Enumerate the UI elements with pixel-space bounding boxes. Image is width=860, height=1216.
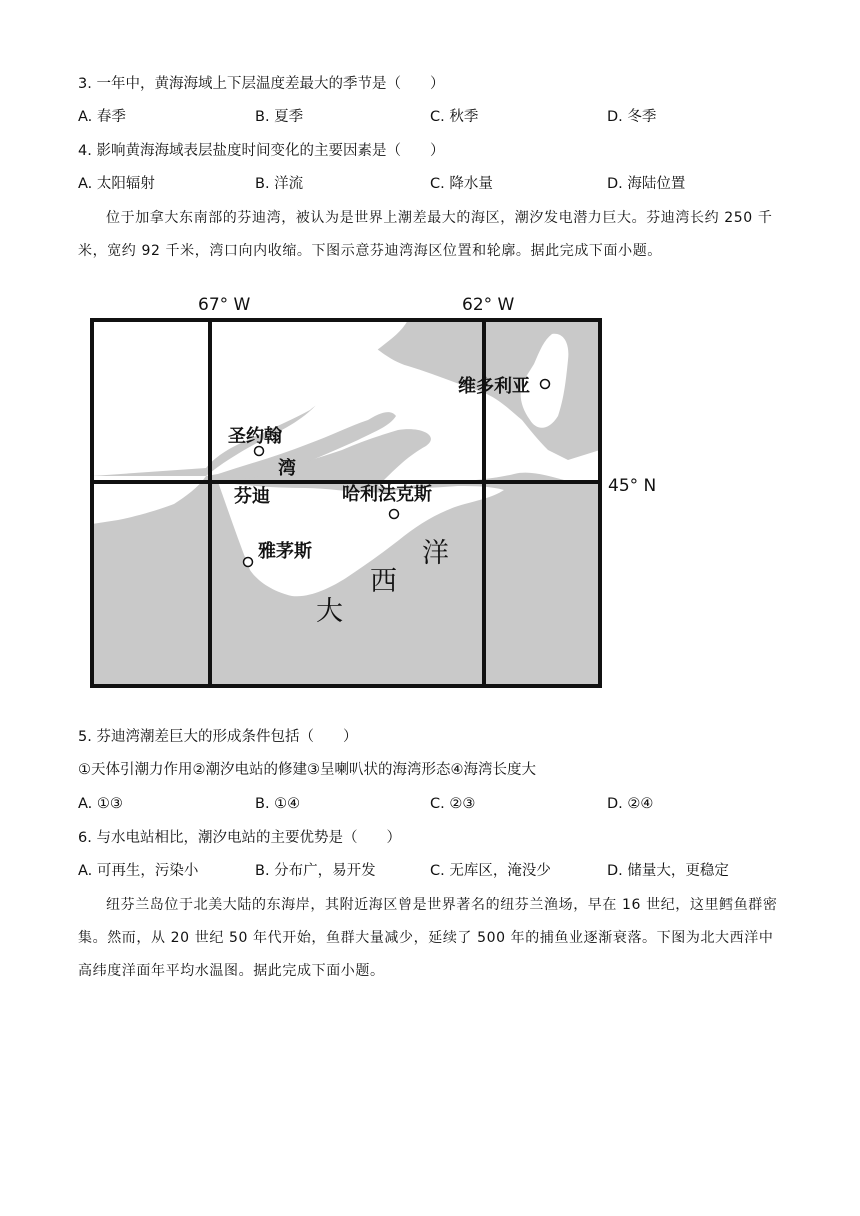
label-bay-char: 湾 [278, 458, 296, 479]
label-ocean-da: 大 [316, 596, 343, 627]
label-45n: 45° N [608, 476, 657, 496]
q4-option-b[interactable]: B. 洋流 [255, 176, 304, 192]
label-67w: 67° W [198, 295, 251, 315]
q6-option-c[interactable]: C. 无库区，淹没少 [430, 863, 551, 879]
label-ocean-xi: 西 [370, 566, 397, 597]
label-fundy: 芬迪 [234, 486, 270, 507]
passage-fundy-bay: 位于加拿大东南部的芬迪湾，被认为是世界上潮差最大的海区，潮汐发电潜力巨大。芬迪湾长约 250 千米，宽约 92 千米，湾口向内收缩。下图示意芬迪湾海区位置和轮廓。据此完成下面小题。 [78, 210, 773, 259]
label-yarmouth: 雅茅斯 [258, 541, 312, 562]
question-4-stem: 4. 影响黄海海域表层盐度时间变化的主要因素是（ ） [78, 143, 445, 159]
q3-option-c[interactable]: C. 秋季 [430, 109, 479, 125]
label-saint-john: 圣约翰 [228, 426, 282, 447]
q5-option-a[interactable]: A. ①③ [78, 796, 123, 812]
question-3-stem: 3. 一年中，黄海海域上下层温度差最大的季节是（ ） [78, 76, 445, 92]
map-svg [78, 280, 676, 708]
saint-john-marker [255, 447, 264, 456]
question-5-stem: 5. 芬迪湾潮差巨大的形成条件包括（ ） [78, 729, 358, 745]
halifax-marker [390, 510, 399, 519]
q3-option-a[interactable]: A. 春季 [78, 109, 126, 125]
label-ocean-yang: 洋 [422, 538, 449, 569]
q4-option-c[interactable]: C. 降水量 [430, 176, 493, 192]
question-5-statements: ①天体引潮力作用②潮汐电站的修建③呈喇叭状的海湾形态④海湾长度大 [78, 762, 536, 778]
q4-option-d[interactable]: D. 海陆位置 [607, 176, 686, 192]
fundy-bay-map [78, 280, 676, 708]
q5-option-c[interactable]: C. ②③ [430, 796, 476, 812]
label-victoria: 维多利亚 [458, 376, 530, 397]
q6-option-d[interactable]: D. 储量大，更稳定 [607, 863, 729, 879]
victoria-marker [541, 380, 550, 389]
q4-option-a[interactable]: A. 太阳辐射 [78, 176, 155, 192]
q6-option-a[interactable]: A. 可再生，污染小 [78, 863, 199, 879]
passage-newfoundland: 纽芬兰岛位于北美大陆的东海岸，其附近海区曾是世界著名的纽芬兰渔场，早在 16 世纪，这里鳕鱼群密集。然而，从 20 世纪 50 年代开始，鱼群大量减少，延续了 500 年的捕鱼业逐渐衰落。下图为北大西洋中高纬度洋面年平均水温图。据此完成下面小题。 [78, 897, 778, 979]
q5-option-d[interactable]: D. ②④ [607, 796, 654, 812]
label-halifax: 哈利法克斯 [342, 484, 432, 505]
question-6-stem: 6. 与水电站相比，潮汐电站的主要优势是（ ） [78, 830, 401, 846]
label-62w: 62° W [462, 295, 515, 315]
q3-option-d[interactable]: D. 冬季 [607, 109, 657, 125]
q5-option-b[interactable]: B. ①④ [255, 796, 301, 812]
yarmouth-marker [244, 558, 253, 567]
q3-option-b[interactable]: B. 夏季 [255, 109, 304, 125]
q6-option-b[interactable]: B. 分布广，易开发 [255, 863, 376, 879]
